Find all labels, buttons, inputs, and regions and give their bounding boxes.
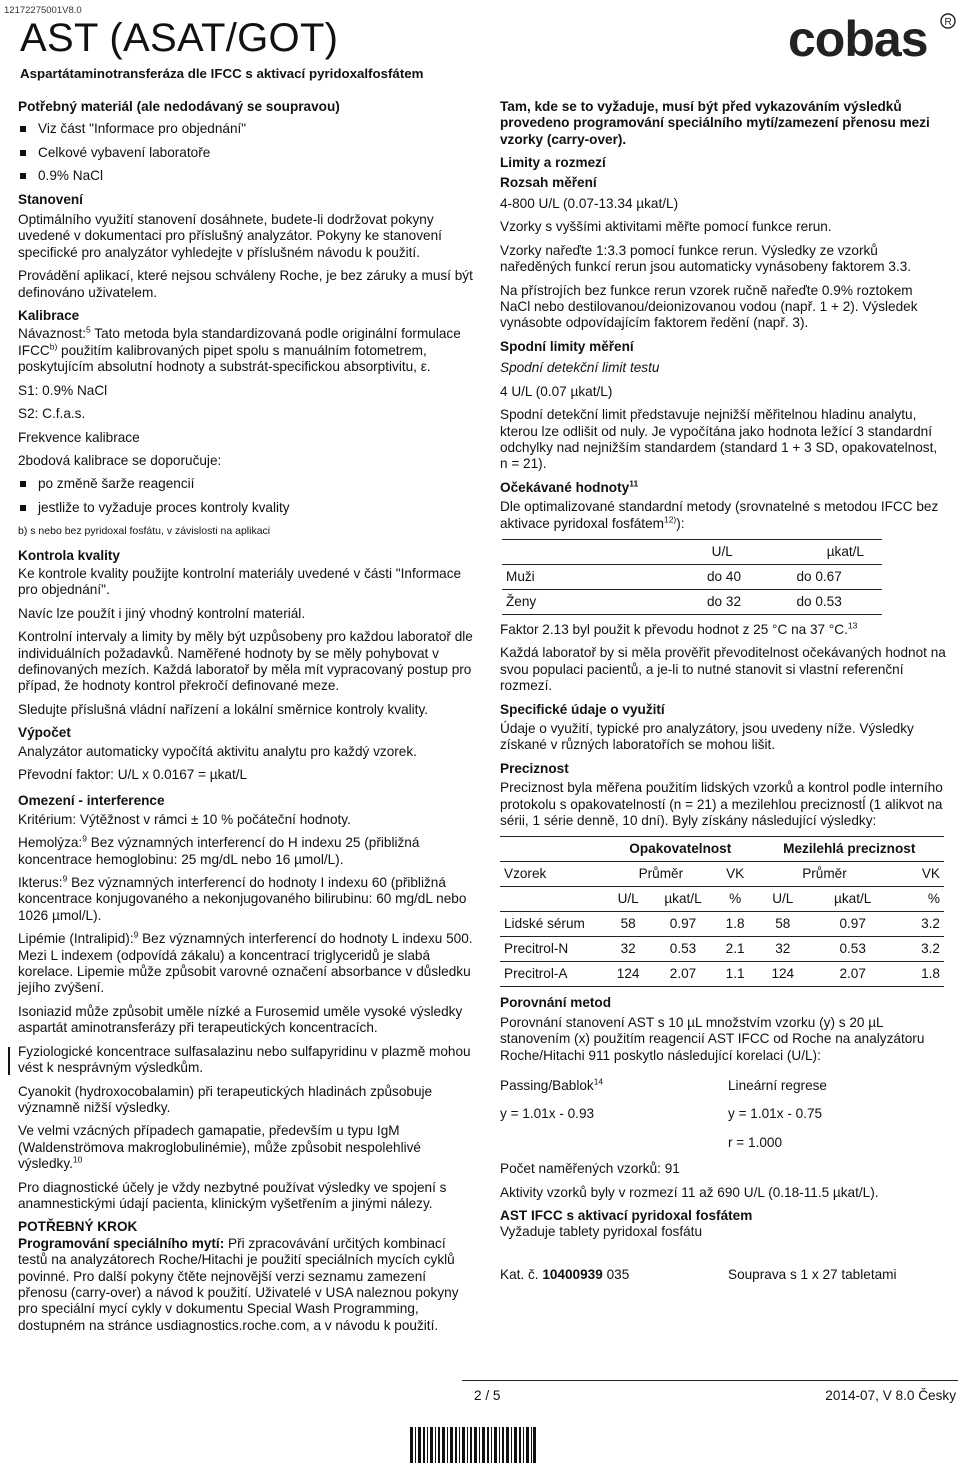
catalog-row [500, 1267, 946, 1283]
table-cell: Opakovatelnost [606, 837, 755, 862]
catalog-description: Souprava s 1 x 27 tabletami [728, 1266, 897, 1282]
table-row [502, 539, 882, 564]
passing-bablok-label: Passing/Bablok$^{14}$ [500, 1076, 604, 1094]
gamapatie-text: Ve velmi vzácných případech gamapatie, především u typu IgM (Waldenströmova makroglobulinémie), může způsobit nespolehlivé výsledky.$^{10}$ [18, 1123, 421, 1172]
table-cell: U/L [606, 887, 650, 912]
table-cell: 32 [755, 937, 811, 962]
table-cell: 1.8 [716, 912, 755, 937]
table-cell: U/L [652, 539, 792, 564]
qc-text-3: Kontrolní intervaly a limity by měly být uzpůsobeny pro každou laboratoř dle individuálních požadavků. Naměřené hodnoty by se měly pohybovat v definovaných mezích. Každá laboratoř by měla mít vypracovaný postup pro případ, že hodnoty kontrol překročí definované meze. [18, 629, 473, 694]
ocekavane-text: Dle optimalizované standardní metody (srovnatelné s metodou IFCC bez aktivace pyridoxal fosfátem$^{12)}$): [500, 499, 939, 531]
fyziologicke-text: Fyziologické koncentrace sulfasalazinu nebo sulfapyridinu v plazmě mohou vést k nesprávným výsledkům. [18, 1043, 471, 1076]
table-cell: Precitrol-A [500, 962, 606, 987]
qc-text-1: Ke kontrole kvality použijte kontrolní materiály uvedené v části "Informace pro objednání". [18, 565, 462, 598]
table-cell: 58 [606, 912, 650, 937]
table-cell: 2.07 [650, 962, 715, 987]
pocet-vzorku: Počet naměřených vzorků: 91 [500, 1161, 680, 1177]
table-row [500, 837, 944, 862]
rozsah-text-2: Vzorky nařeďte 1:3.3 pomocí funkce rerun. Výsledky ze vzorků naředěných funkcí rerun jsou automaticky vynásobeny faktorem 3.3. [500, 242, 912, 275]
carryover-note: Tam, kde se to vyžaduje, musí být před vykazováním výsledků provedeno programování speciálního mytí/zamezení přenosu mezi vzorky (carry-over). [500, 99, 930, 147]
qc-text-4: Sledujte příslušná vládní nařízení a lokální směrnice kontroly kvality. [18, 701, 429, 717]
table-cell [500, 887, 606, 912]
calibrator-s2: S2: C.f.a.s. [18, 406, 86, 422]
left-column [18, 99, 478, 1341]
frekvence-label: Frekvence kalibrace [18, 429, 140, 445]
table-cell: 32 [606, 937, 650, 962]
table-cell: 0.53 [811, 937, 894, 962]
table-cell: Lidské sérum [500, 912, 606, 937]
page-number: 2 / 5 [474, 1388, 501, 1403]
faktor-text: Faktor 2.13 byl použit k převodu hodnot z 25 °C na 37 °C.$^{13}$ [500, 620, 858, 637]
kazda-lab-text: Každá laboratoř by si měla prověřit převoditelnost očekávaných hodnot na svou populaci pacientů, a je-li to nutné stanovit si vlastní referenční rozmezí. [500, 645, 946, 694]
table-cell: do 32 [652, 589, 792, 614]
porovnani-heading: Porovnání metod [500, 995, 612, 1011]
footer-rule [462, 1380, 958, 1381]
table-cell: do 40 [652, 564, 792, 589]
table-cell: 2.07 [811, 962, 894, 987]
document-id: 12172275001V8.0 [4, 5, 82, 16]
list-item: Viz část "Informace pro objednání" [18, 121, 478, 137]
linear-regression-equation: y = 1.01x - 0.75 [728, 1106, 823, 1122]
omezeni-heading: Omezení - interference [18, 793, 165, 809]
table-cell: Ženy [502, 589, 652, 614]
table-cell: U/L [755, 887, 811, 912]
ikterus-text: Ikterus:$^9$ Bez významných interferencí do hodnoty I indexu 60 (přibližná koncentrace konjugovaného a nekonjugovaného bilirubinu: 60 mg/dL nebo 1026 µmol/L). [18, 873, 467, 923]
kriterium-text: Kritérium: Výtěžnost v rámci ± 10 % počáteční hodnoty. [18, 811, 351, 827]
kalibrace-heading: Kalibrace [18, 308, 80, 324]
table-cell: 3.2 [894, 937, 944, 962]
list-item: jestliže to vyžaduje proces kontroly kvality [18, 500, 478, 516]
limity-heading: Limity a rozmezí [500, 155, 606, 171]
table-row [502, 589, 882, 614]
material-list [18, 121, 478, 184]
list-item: po změně šarže reagencií [18, 476, 478, 492]
table-cell: 58 [755, 912, 811, 937]
rozsah-heading: Rozsah měření [500, 174, 597, 190]
precision-table [500, 836, 944, 987]
table-row [500, 887, 944, 912]
material-heading: Potřebný materiál (ale nedodávaný se soupravou) [18, 99, 340, 114]
version-date: 2014-07, V 8.0 Česky [825, 1388, 956, 1403]
preciznost-text: Preciznost byla měřena použitím lidských vzorků a kontrol podle interního protokolu s opakovatelností (n = 21) a mezilehlou preciznostĺ (1 alikvot na sérii, 1 série denně, 10 dní). Byly získány následující výsledky: [500, 780, 943, 828]
table-cell: Vzorek [500, 862, 606, 887]
table-cell: do 0.53 [792, 589, 882, 614]
stanoveni-text: Optimálního využití stanovení dosáhnete, budete-li dodržovat pokyny uvedené v dokumentaci pro příslušný analyzátor. Pokyny ke stanovení specifické pro analyzátor vyhledejte v příslušném návodu k použití. [18, 212, 442, 260]
table-cell: Muži [502, 564, 652, 589]
table-cell: VK [716, 862, 755, 887]
logo-wordmark: cobas [788, 12, 928, 64]
ast-ifcc-heading: AST IFCC s aktivací pyridoxal fosfátem [500, 1208, 753, 1224]
porovnani-text: Porovnání stanovení AST s 10 µL množstvím vzorku (y) s 20 µL stanovením (x) použitím reagencií AST IFCC od Roche na analyzátoru Roche/Hitachi 911 poskytlo následující korelaci (U/L): [500, 1014, 925, 1063]
list-item: Celkové vybavení laboratoře [18, 145, 478, 161]
table-cell: do 0.67 [792, 564, 882, 589]
hemolyza-text: Hemolýza:$^9$ Bez významných interferencí do H indexu 25 (přibližná koncentrace hemoglobinu: 25 mg/dL nebo 16 µmol/L). [18, 833, 420, 867]
table-row [502, 564, 882, 589]
right-column [500, 99, 946, 1283]
ocekavane-heading: Očekávané hodnoty$^{11}$ [500, 478, 639, 495]
calibration-list [18, 476, 478, 516]
preciznost-heading: Preciznost [500, 760, 569, 776]
table-row [500, 862, 944, 887]
table-cell [502, 539, 652, 564]
passing-bablok-equation: y = 1.01x - 0.93 [500, 1106, 595, 1122]
table-cell: µkat/L [811, 887, 894, 912]
rozsah-text-1: Vzorky s vyššími aktivitami měřte pomocí funkce rerun. [500, 219, 832, 235]
table-cell: 1.8 [894, 962, 944, 987]
spodni-text: Spodní detekční limit představuje nejnižší měřitelnou hladinu analytu, kterou lze odlišit od nuly. Je vypočítána jako hodnota ležící 3 standardní odchylky nad nejnižším standardem (standard 1 + 3 SD, opakovatelnost, n = 21). [500, 407, 938, 472]
table-cell: 3.2 [894, 912, 944, 937]
regression-r [500, 1135, 946, 1151]
table-cell [500, 837, 606, 862]
regression-equations [500, 1106, 946, 1122]
spodni-value: 4 U/L (0.07 µkat/L) [500, 383, 613, 399]
list-item: 0.9% NaCl [18, 168, 478, 184]
catalog-number: Kat. č. 10400939 035 [500, 1266, 630, 1282]
isoniazid-text: Isoniazid může způsobit uměle nízké a Furosemid uměle vysoké výsledky aspartát aminotransferázy při terapeutických koncentracích. [18, 1003, 463, 1036]
table-cell: µkat/L [792, 539, 882, 564]
rozsah-text-3: Na přístrojích bez funkce rerun vzorek ručně nařeďte 0.9% roztokem NaCl nebo destilovanou/deionizovanou vodou (např. 1 + 2). Výsledek vynásobte odpovídajícím faktorem ředění (např. 3). [500, 282, 918, 331]
regression-labels [500, 1078, 946, 1094]
spodni-heading: Spodní limity měření [500, 338, 634, 354]
qc-heading: Kontrola kvality [18, 547, 120, 563]
specificke-heading: Specifické údaje o využití [500, 701, 665, 717]
diagnostika-text: Pro diagnostické účely je vždy nezbytné používat výsledky ve spojení s anamnestickými údají pacienta, klinickým vyšetřením a jinými nálezy. [18, 1179, 447, 1211]
table-cell: Mezilehlá preciznost [755, 837, 944, 862]
qc-text-2: Navíc lze použít i jiný vhodný kontrolní materiál. [18, 605, 306, 621]
ast-ifcc-text: Vyžaduje tablety pyridoxal fosfátu [500, 1224, 703, 1240]
table-cell: Průměr [755, 862, 895, 887]
rozsah-value: 4-800 U/L (0.07-13.34 µkat/L) [500, 196, 679, 212]
table-cell: 1.1 [716, 962, 755, 987]
svg-text:R: R [944, 17, 952, 28]
cobas-logo [788, 12, 958, 64]
linear-regression-label: Lineární regrese [728, 1078, 827, 1094]
myti-text: Programování speciálního mytí: Při zpracovávání určitých kombinací testů na analyzátorech Roche/Hitachi je použití speciálních mycích cyklů povinné. Pro další pokyny čtěte nejnovější verzi seznamu zamezení přenosu (carry-over) a návod k použití. Uživatelé v USA naleznou pokyny pro speciální mycí cykly v dokumentu Special Wash Programming, dostupném na stránce usdiagnostics.roche.com, a v návodu k použití. [18, 1235, 459, 1333]
calibrator-s1: S1: 0.9% NaCl [18, 382, 108, 398]
stanoveni-heading: Stanovení [18, 191, 83, 207]
table-row [500, 937, 944, 962]
revision-bar [8, 1047, 10, 1075]
specificke-text: Údaje o využití, typické pro analyzátory, jsou uvedeny níže. Výsledky získané v různých laboratořích se mohou lišit. [500, 720, 914, 753]
conversion-factor: Převodní faktor: U/L x 0.0167 = µkat/L [18, 767, 248, 782]
stanoveni-note: Provádění aplikací, které nejsou schváleny Roche, je bez záruky a musí být definováno uživatelem. [18, 268, 473, 300]
footnote-b: b) s nebo bez pyridoxal fosfátu, v závislosti na aplikaci [18, 525, 271, 538]
krok-heading: POTŘEBNÝ KROK [18, 1219, 138, 1235]
table-cell: % [894, 887, 944, 912]
table-cell: VK [894, 862, 944, 887]
reference-table [502, 539, 882, 615]
vypocet-text: Analyzátor automaticky vypočítá aktivitu analytu pro každý vzorek. [18, 743, 417, 759]
table-row [500, 912, 944, 937]
table-cell: Průměr [606, 862, 716, 887]
table-cell: Precitrol-N [500, 937, 606, 962]
table-cell: % [716, 887, 755, 912]
table-cell: 0.53 [650, 937, 715, 962]
page-subtitle: Aspartátaminotransferáza dle IFCC s aktivací pyridoxalfosfátem [20, 66, 424, 81]
correlation-coefficient: r = 1.000 [728, 1134, 783, 1150]
table-cell: 124 [606, 962, 650, 987]
navaznost-text: Návaznost:$^5$ Tato metoda byla standardizovaná podle originální formulace IFCC$^{b)}$ použitím kalibrovaných pipet spolu s manuálním fotometrem, poskytujícím absolutní hodnoty a substrát-specifickou absorptivitu, ε. [18, 324, 461, 375]
table-cell: µkat/L [650, 887, 715, 912]
table-cell: 0.97 [811, 912, 894, 937]
dvoubodova-label: 2bodová kalibrace se doporučuje: [18, 452, 222, 468]
table-cell: 2.1 [716, 937, 755, 962]
cyanokit-text: Cyanokit (hydroxocobalamin) při terapeutických hladinách způsobuje významně nižší výsledky. [18, 1083, 433, 1115]
spodni-subheading: Spodní detekční limit testu [500, 360, 660, 376]
table-row [500, 962, 944, 987]
barcode [410, 1427, 536, 1463]
table-cell: 124 [755, 962, 811, 987]
page-title: AST (ASAT/GOT) [20, 16, 339, 60]
table-cell: 0.97 [650, 912, 715, 937]
lipemie-text: Lipémie (Intralipid):$^9$ Bez významných interferencí do hodnoty L indexu 500. Mezi L indexem (odpovídá zákalu) a koncentrací triglyceridů je slabá korelace. Lipemie může způsobit varovné označení absorbance v důsledku jejího zvýšení. [18, 929, 473, 996]
vypocet-heading: Výpočet [18, 725, 71, 741]
aktivity-vzorku: Aktivity vzorků byly v rozmezí 11 až 690 U/L (0.18-11.5 µkat/L). [500, 1184, 879, 1200]
